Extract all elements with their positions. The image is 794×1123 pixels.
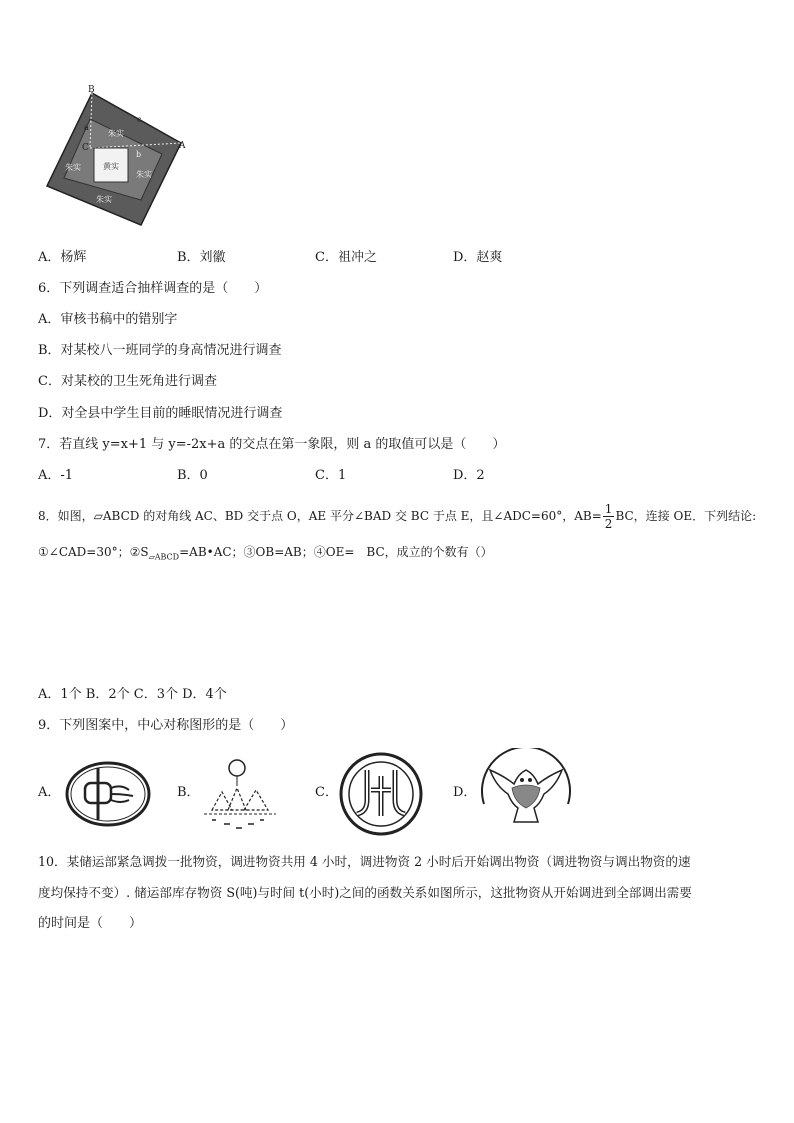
cell-zhushi-top: 朱实	[108, 129, 124, 138]
q7-stem: 7．若直线 y=x+1 与 y=-2x+a 的交点在第一象限，则 a 的取值可以是（ ）	[38, 437, 506, 452]
q8-options: A．1个 B．2个 C．3个 D．4个	[38, 687, 227, 702]
q8-conclusion-part1: ①∠CAD=30°；②S	[38, 545, 149, 559]
q9-option-c-label: C．	[315, 785, 338, 800]
q9-pattern-d-eagle	[476, 748, 576, 838]
q6-option-b: B．对某校八一班同学的身高情况进行调查	[38, 343, 282, 358]
q9-option-b-label: B．	[177, 785, 200, 800]
q8-frac-den: 2	[604, 517, 613, 531]
q8-stem-part1: 8．如图，▱ABCD 的对角线 AC、BD 交于点 O，AE 平分∠BAD 交 BC 于点 E，且∠ADC=60°，AB=	[38, 509, 602, 523]
q5-option-b: B．刘徽	[177, 250, 226, 265]
q8-area-subscript: ▱ABCD	[148, 552, 180, 562]
q6-option-a: A．审核书稿中的错别字	[38, 312, 178, 327]
q10-stem-line3: 的时间是（ ）	[38, 916, 143, 931]
q10-stem-line1: 10．某储运部紧急调拨一批物资，调进物资共用 4 小时，调进物资 2 小时后开始调出物资（调进物资与调出物资的速	[38, 854, 691, 869]
cell-zhushi-bottom: 朱实	[96, 195, 112, 204]
q7-option-c: C．1	[315, 468, 347, 483]
q7-option-d: D．2	[453, 468, 485, 483]
q7-option-b: B．0	[177, 468, 208, 483]
q8-stem	[38, 502, 756, 531]
q8-frac-num: 1	[604, 502, 613, 516]
q8-stem-part2: BC，连接 OE．下列结论:	[615, 509, 757, 523]
q9-pattern-c-seal	[337, 750, 425, 838]
q5-option-c: C．祖冲之	[315, 250, 377, 265]
label-a: a	[84, 123, 89, 132]
q10-stem-line2: 度均保持不变）. 储运部库存物资 S(吨)与时间 t(小时)之间的函数关系如图所示，这批物资从开始调进到全部调出需要	[38, 885, 692, 900]
q9-option-a-label: A．	[38, 785, 61, 800]
label-C: C	[82, 143, 89, 153]
q5-option-d: D．赵爽	[453, 250, 503, 265]
label-b: b	[136, 150, 142, 159]
q6-option-d: D．对全县中学生目前的睡眠情况进行调查	[38, 406, 283, 421]
q8-conclusions	[38, 543, 493, 566]
q5-option-a: A．杨辉	[38, 250, 87, 265]
q8-fraction	[603, 502, 615, 531]
cell-zhushi-left: 朱实	[65, 163, 81, 172]
label-A: A	[179, 141, 186, 151]
cell-zhushi-right: 朱实	[136, 170, 152, 179]
q6-option-c: C．对某校的卫生死角进行调查	[38, 374, 217, 389]
label-B: B	[88, 85, 95, 95]
q9-stem: 9．下列图案中，中心对称图形的是（ ）	[38, 718, 294, 733]
label-c: c	[137, 115, 142, 124]
cell-huangshi: 黄实	[103, 162, 119, 171]
q9-option-d-label: D．	[453, 785, 477, 800]
pythagoras-string-diagram	[40, 82, 200, 230]
q8-conclusion-part2: =AB•AC；③OB=AB；④OE= BC，成立的个数有（）	[179, 545, 493, 559]
q9-pattern-a-emblem	[63, 758, 155, 830]
q9-pattern-b-triangles	[200, 758, 280, 836]
q7-option-a: A．-1	[38, 468, 74, 483]
q6-stem: 6．下列调查适合抽样调查的是（ ）	[38, 281, 268, 296]
